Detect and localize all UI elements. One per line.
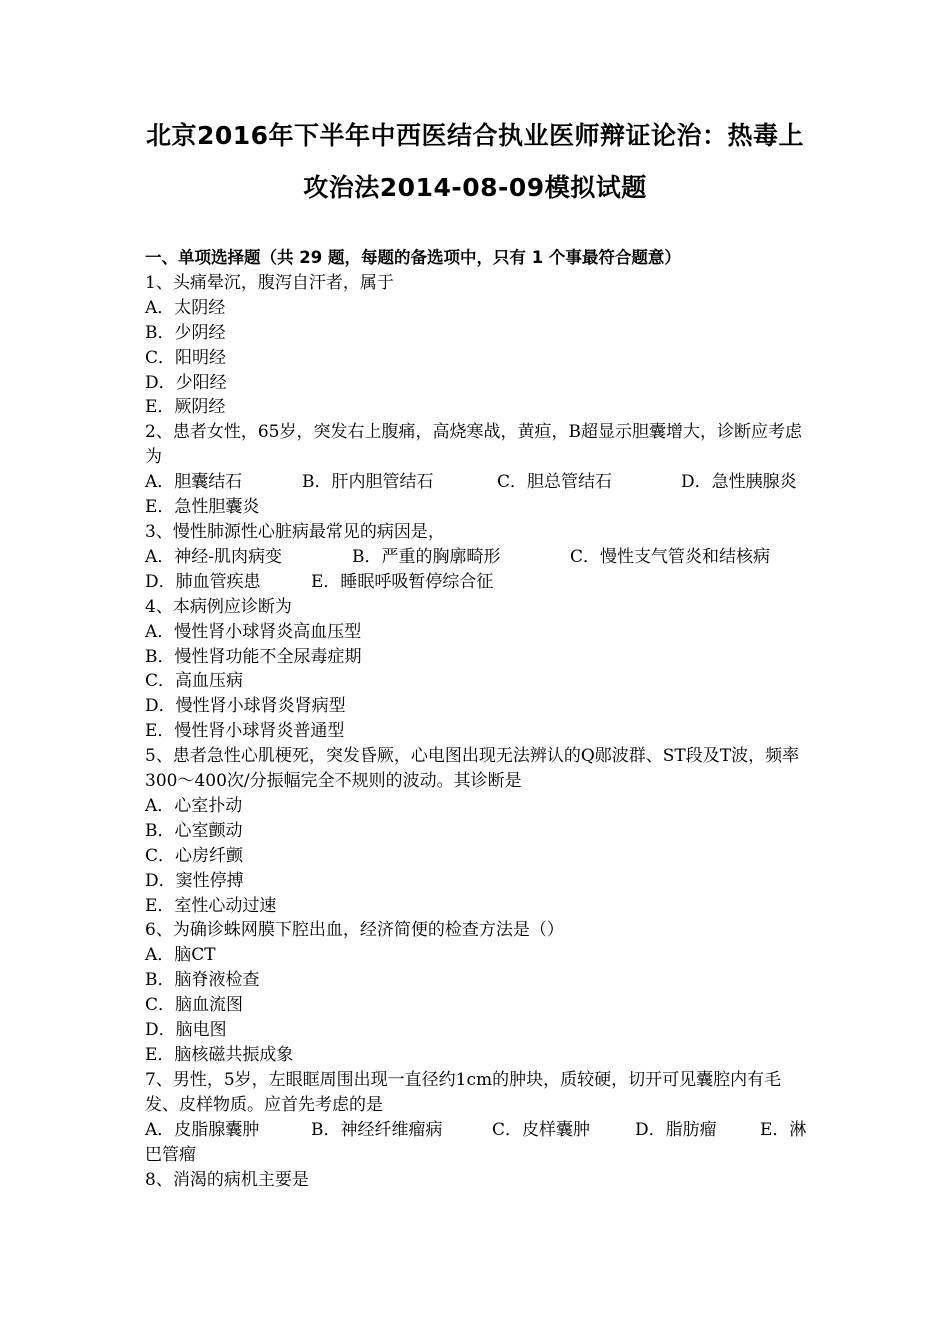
question-7-options xyxy=(145,1118,810,1168)
question-2-option-d: D．急性胰腺炎 xyxy=(681,472,797,493)
question-7-option-a: A．皮脂腺囊肿 xyxy=(145,1119,260,1140)
section-heading: 一、单项选择题（共 29 题，每题的备选项中，只有 1 个事最符合题意） xyxy=(145,248,681,267)
question-2-option-e: E．急性胆囊炎 xyxy=(145,497,260,518)
question-4-option-b: B．慢性肾功能不全尿毒症期 xyxy=(145,646,362,667)
question-3-option-d: D．肺血管疾患 xyxy=(145,571,261,592)
question-5-option-a: A．心室扑动 xyxy=(145,795,243,816)
question-4-option-c: C．高血压病 xyxy=(145,671,244,692)
question-6-option-b: B．脑脊液检查 xyxy=(145,970,260,991)
title-line-1: 北京2016年下半年中西医结合执业医师辩证论治：热毒上 xyxy=(145,121,805,150)
question-1-option-e: E．厥阴经 xyxy=(145,397,226,418)
question-1-stem: 1、头痛晕沉，腹泻自汗者，属于 xyxy=(145,272,394,293)
question-1-option-d: D．少阳经 xyxy=(145,372,227,393)
question-3-stem: 3、慢性肺源性心脏病最常见的病因是， xyxy=(145,521,445,542)
question-6-option-c: C．脑血流图 xyxy=(145,995,244,1016)
question-1-option-a: A．太阴经 xyxy=(145,297,226,318)
question-6-stem: 6、为确诊蛛网膜下腔出血，经济简便的检查方法是（） xyxy=(145,920,564,941)
question-7-option-c: C．皮样囊肿 xyxy=(492,1119,591,1140)
question-6-option-d: D．脑电图 xyxy=(145,1020,227,1041)
question-5-option-c: C．心房纤颤 xyxy=(145,845,244,866)
question-4-option-a: A．慢性肾小球肾炎高血压型 xyxy=(145,621,362,642)
question-2-option-c: C．胆总管结石 xyxy=(497,472,613,493)
question-3-option-a: A．神经-肌肉病变 xyxy=(145,546,283,567)
question-6-option-e: E．脑核磁共振成象 xyxy=(145,1045,294,1065)
document-title xyxy=(120,110,830,214)
document-body xyxy=(145,246,810,1192)
question-7-option-e: E．淋巴管瘤 xyxy=(145,1119,807,1165)
question-3-option-b: B．严重的胸廓畸形 xyxy=(352,546,501,567)
question-6-option-a: A．脑CT xyxy=(145,945,216,966)
question-1-option-c: C．阳明经 xyxy=(145,347,227,368)
question-4-stem: 4、本病例应诊断为 xyxy=(145,596,292,617)
question-3-options-row-1 xyxy=(145,545,810,570)
question-3-options-row-2 xyxy=(145,570,810,595)
question-2-option-a: A．胆囊结石 xyxy=(145,472,243,493)
question-3-option-e: E．睡眠呼吸暂停综合征 xyxy=(311,571,494,592)
question-3-option-c: C．慢性支气管炎和结核病 xyxy=(570,546,771,567)
question-7-option-d: D．脂肪瘤 xyxy=(635,1119,717,1140)
question-2-options-row xyxy=(145,470,810,495)
question-4-option-e: E．慢性肾小球肾炎普通型 xyxy=(145,721,345,742)
question-4-option-d: D．慢性肾小球肾炎肾病型 xyxy=(145,696,346,717)
question-5-option-e: E．室性心动过速 xyxy=(145,895,277,916)
question-7-stem: 7、男性，5岁，左眼眶周围出现一直径约1cm的肿块，质较硬，切开可见囊腔内有毛发、皮样物质。应首先考虑的是 xyxy=(145,1069,782,1115)
question-2-option-b: B．肝内胆管结石 xyxy=(302,472,434,493)
question-1-option-b: B．少阴经 xyxy=(145,322,226,343)
question-2-stem: 2、患者女性，65岁，突发右上腹痛，高烧寒战，黄疸，B超显示胆囊增大，诊断应考虑为 xyxy=(145,422,802,468)
title-line-2: 攻治法2014-08-09模拟试题 xyxy=(303,173,647,202)
question-5-option-b: B．心室颤动 xyxy=(145,820,243,841)
question-5-option-d: D．窦性停搏 xyxy=(145,870,244,891)
question-5-stem: 5、患者急性心肌梗死，突发昏厥，心电图出现无法辨认的Q郧波群、ST段及T波，频率300～400次/分振幅完全不规则的波动。其诊断是 xyxy=(145,746,800,792)
question-8-stem: 8、消渴的病机主要是 xyxy=(145,1169,309,1190)
question-7-option-b: B．神经纤维瘤病 xyxy=(311,1119,443,1140)
